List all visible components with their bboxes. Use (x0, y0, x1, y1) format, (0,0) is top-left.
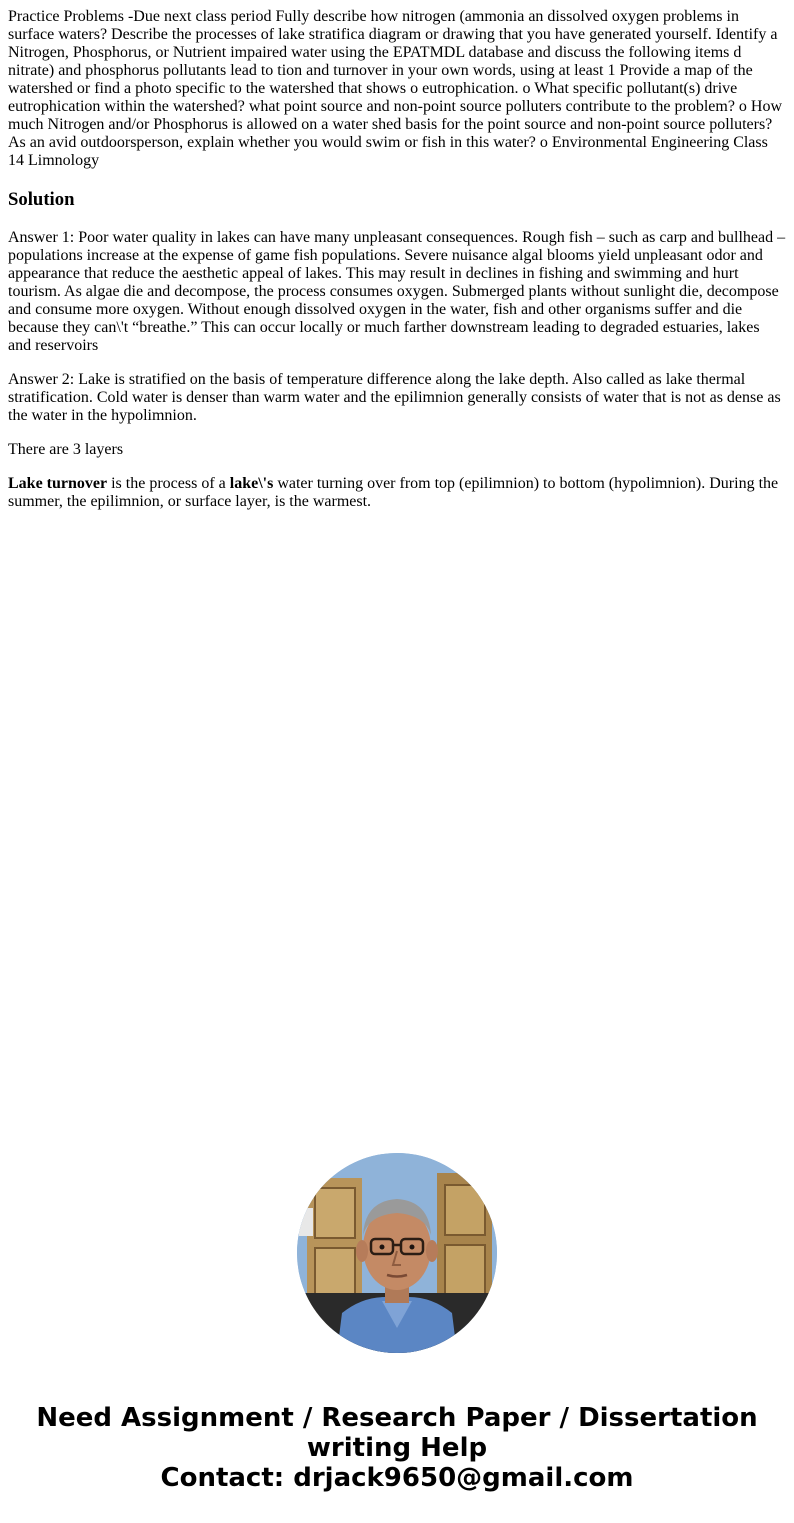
turnover-middle: is the process of a (107, 475, 230, 492)
turnover-rest: water turning over from top (epilimnion) to bottom (hypolimnion). During the summer, the epilimnion, or surface layer, is the warmest. (8, 475, 779, 510)
solution-heading: Solution (8, 189, 75, 210)
turnover-term: Lake turnover (8, 475, 108, 492)
turnover-possessive: lake\'s (229, 475, 274, 492)
person-portrait-icon (297, 1153, 497, 1353)
document-body (8, 8, 786, 527)
layers-text: There are 3 layers (8, 441, 124, 458)
footer-line-1: Need Assignment / Research Paper / Dissertation (36, 1403, 758, 1433)
avatar (297, 1153, 497, 1353)
footer-contact: Contact: drjack9650@gmail.com (160, 1463, 634, 1493)
turnover-paragraph (8, 475, 786, 511)
footer-line-2: writing Help (306, 1433, 488, 1463)
question-text: Practice Problems -Due next class period Fully describe how nitrogen (ammonia an dissolved oxygen problems in surface waters? Describe the processes of lake stratifica diagram or drawing that you have generated yourself. Identify a Nitrogen, Phosphorus, or Nutrient impaired water using the EPATMDL database and discuss the following items d nitrate) and phosphorus pollutants lead to tion and turnover in your own words, using at least 1 Provide a map of the watershed or find a photo specific to the watershed that shows o eutrophication. o What specific pollutant(s) drive eutrophication within the watershed? what point source and non-point source polluters contribute to the problem? o How much Nitrogen and/or Phosphorus is allowed on a water shed basis for the point source and non-point source polluters? As an avid outdoorsperson, explain whether you would swim or fish in this water? o Environmental Engineering Class 14 Limnology (8, 8, 783, 169)
footer-banner (0, 1403, 794, 1493)
answer-2: Answer 2: Lake is stratified on the basis of temperature difference along the lake depth. Also called as lake thermal stratification. Cold water is denser than warm water and the epilimnion generally consists of water that is not as dense as the water in the hypolimnion. (8, 371, 781, 424)
answer-1: Answer 1: Poor water quality in lakes can have many unpleasant consequences. Rough fish – such as carp and bullhead – populations increase at the expense of game fish populations. Severe nuisance algal blooms yield unpleasant odor and appearance that reduce the aesthetic appeal of lakes. This may result in declines in fishing and swimming and hurt tourism. As algae die and decompose, the process consumes oxygen. Submerged plants without sunlight die, decompose and consume more oxygen. Without enough dissolved oxygen in the water, fish and other organisms suffer and die because they can\'t “breathe.” This can occur locally or much farther downstream leading to degraded estuaries, lakes and reservoirs (8, 229, 786, 354)
